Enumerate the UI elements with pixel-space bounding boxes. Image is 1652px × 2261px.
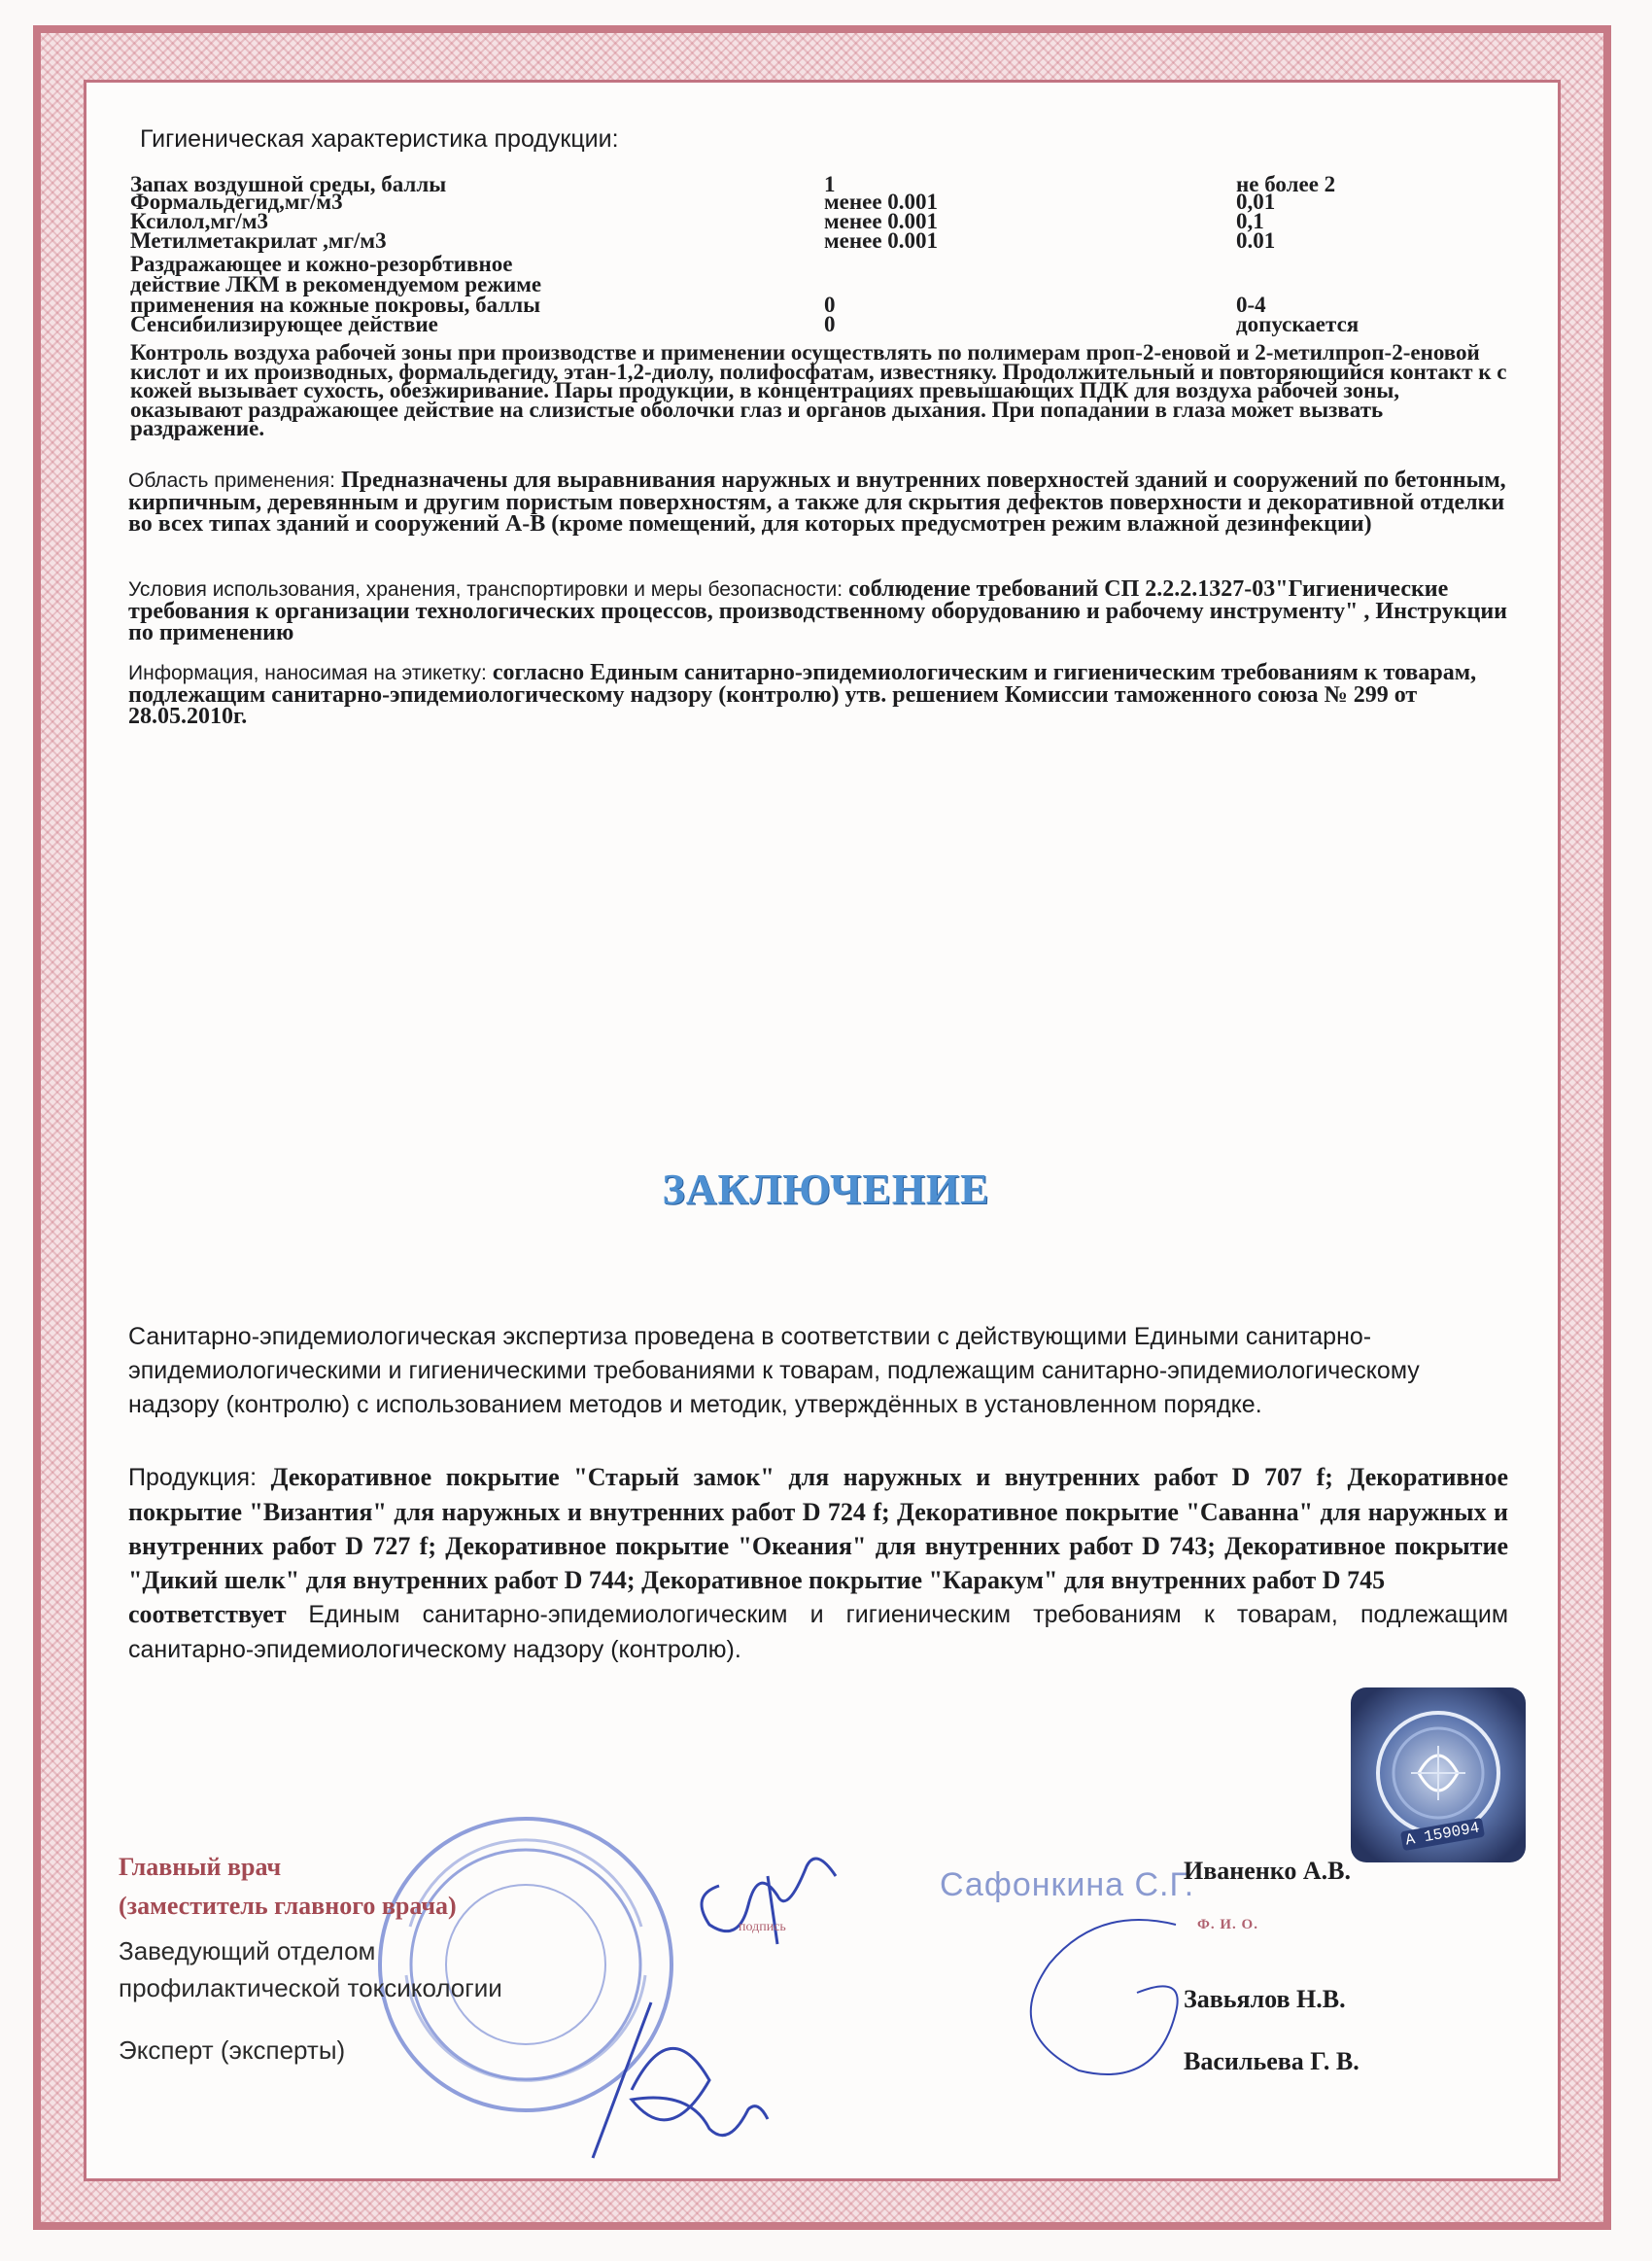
application-label: Область применения: [128, 470, 335, 492]
head-dept-label-1: Заведующий отделом [119, 1936, 376, 1965]
conditions-text: соблюдение требований СП 2.2.2.1327-03"Гигиенические требования к организации технологических процессов, производственному оборудованию и рабочему инструменту" , Инструкции по применению [128, 576, 1507, 645]
indicator-name: Запах воздушной среды, баллы [130, 172, 447, 196]
indicator-norm: 0,01 [1236, 190, 1276, 214]
indicator-name: Раздражающее и кожно-резорбтивное [130, 252, 513, 276]
indicator-value: 1 [824, 172, 836, 196]
air-control-text: Контроль воздуха рабочей зоны при производстве и применении осуществлять по полимерам проп-2-еновой и 2-метилпроп-2-еновой кислот и их производных, формальдегиду, этан-1,2-диолу, полифосфатам, известняку. Продолжительный и повторяющийся контакт к с кожей вызывает сухость, обезжиривание. Пары продукции, в концентрациях превышающих ПДК для воздуха рабочей зоны, оказывают раздражающее действие на слизистые оболочки глаз и органов дыхания. При попадании в глаза может вызвать раздражение. [130, 340, 1507, 440]
conclusion-title: ЗАКЛЮЧЕНИЕ [662, 1165, 990, 1213]
product-list: Декоративное покрытие "Старый замок" для наружных и внутренних работ D 707 f; Декоративное покрытие "Византия" для наружных и внутренних работ D 724 f; Декоративное покрытие "Саванна" для наружных и внутренних работ D 727 f; Декоративное покрытие "Океания" для внутренних работ D 743; Декоративное покрытие "Дикий шелк" для внутренних работ D 744; Декоративное покрытие "Каракум" для внутренних работ D 745 [128, 1463, 1508, 1594]
indicator-name: Формальдегид,мг/м3 [130, 190, 343, 214]
indicator-norm: не более 2 [1236, 172, 1336, 196]
expert-label: Эксперт (эксперты) [119, 2035, 346, 2065]
indicator-norm: 0.01 [1236, 228, 1276, 253]
section-heading: Гигиеническая характеристика продукции: [140, 125, 619, 153]
chief-name: Иваненко А.В. [1184, 1857, 1352, 1885]
head-name: Завьялов Н.В. [1184, 1985, 1346, 2013]
indicator-row [128, 254, 1508, 274]
application-text: Предназначены для выравнивания наружных и внутренних поверхностей зданий и сооружений по бетонным, кирпичным, деревянным и другим пористым поверхностям, а также для скрытия дефектов поверхности и декоративной отделки во всех типах зданий и сооружений А-В (кроме помещений, для которых предусмотрен режим влажной дезинфекции) [128, 468, 1506, 537]
indicator-value: 0 [824, 312, 836, 336]
product-label: Продукция: [128, 1464, 258, 1491]
indicator-value: менее 0.001 [824, 209, 939, 233]
complies-text: Единым санитарно-эпидемиологическим и гигиеническим требованиям к товарам, подлежащим санитарно-эпидемиологическому надзору (контролю). [128, 1601, 1509, 1663]
indicator-name: применения на кожные покровы, баллы [130, 293, 541, 317]
complies-word: соответствует [128, 1600, 287, 1628]
indicator-name: Ксилол,мг/м3 [130, 209, 268, 233]
indicator-name: действие ЛКМ в рекомендуемом режиме [130, 272, 542, 296]
fio-caption: Ф. И. О. [1197, 1917, 1258, 1932]
application-block [128, 470, 1508, 535]
indicator-norm: 0,1 [1236, 209, 1264, 233]
indicator-value: менее 0.001 [824, 228, 939, 253]
indicator-row [128, 274, 1508, 295]
label-info-label: Информация, наносимая на этикетку: [128, 662, 487, 684]
conditions-block [128, 578, 1508, 644]
indicator-value: менее 0.001 [824, 190, 939, 214]
indicator-row [128, 191, 1508, 212]
indicator-row [128, 314, 1508, 334]
conditions-label: Условия использования, хранения, транспортировки и меры безопасности: [128, 578, 843, 601]
indicator-norm: 0-4 [1236, 293, 1266, 317]
indicator-value: 0 [824, 293, 836, 317]
head-dept-label-2: профилактической токсикологии [119, 1973, 502, 2002]
signature-caption: подпись [739, 1920, 786, 1934]
label-info-text: согласно Единым санитарно-эпидемиологическим и гигиеническим требованиям к товарам, подлежащим санитарно-эпидемиологическому надзору (контролю) утв. решением Комиссии таможенного союза № 299 от 28.05.2010г. [128, 660, 1477, 729]
product-paragraph [128, 1460, 1508, 1667]
indicator-norm: допускается [1236, 312, 1359, 336]
deputy-label: (заместитель главного врача) [119, 1892, 457, 1920]
label-info-block [128, 662, 1508, 727]
chief-doctor-label: Главный врач [119, 1853, 282, 1881]
signature-expert-icon [544, 1983, 836, 2177]
indicator-row [128, 230, 1508, 251]
expert-name: Васильева Г. В. [1184, 2047, 1359, 2075]
hologram-serial: А 159094 [1400, 1818, 1485, 1851]
indicator-name: Метилметакрилат ,мг/м3 [130, 228, 387, 253]
name-stamp: Сафонкина С.Г. [940, 1866, 1195, 1903]
signature-head-icon [1011, 1905, 1205, 2090]
expertise-paragraph: Санитарно-эпидемиологическая экспертиза проведена в соответствии с действующими Едиными санитарно-эпидемиологическими и гигиеническими требованиями к товарам, подлежащим санитарно-эпидемиологическому надзору (контролю) с использованием методов и методик, утверждённых в установленном порядке. [128, 1323, 1420, 1418]
indicator-name: Сенсибилизирующее действие [130, 312, 438, 336]
